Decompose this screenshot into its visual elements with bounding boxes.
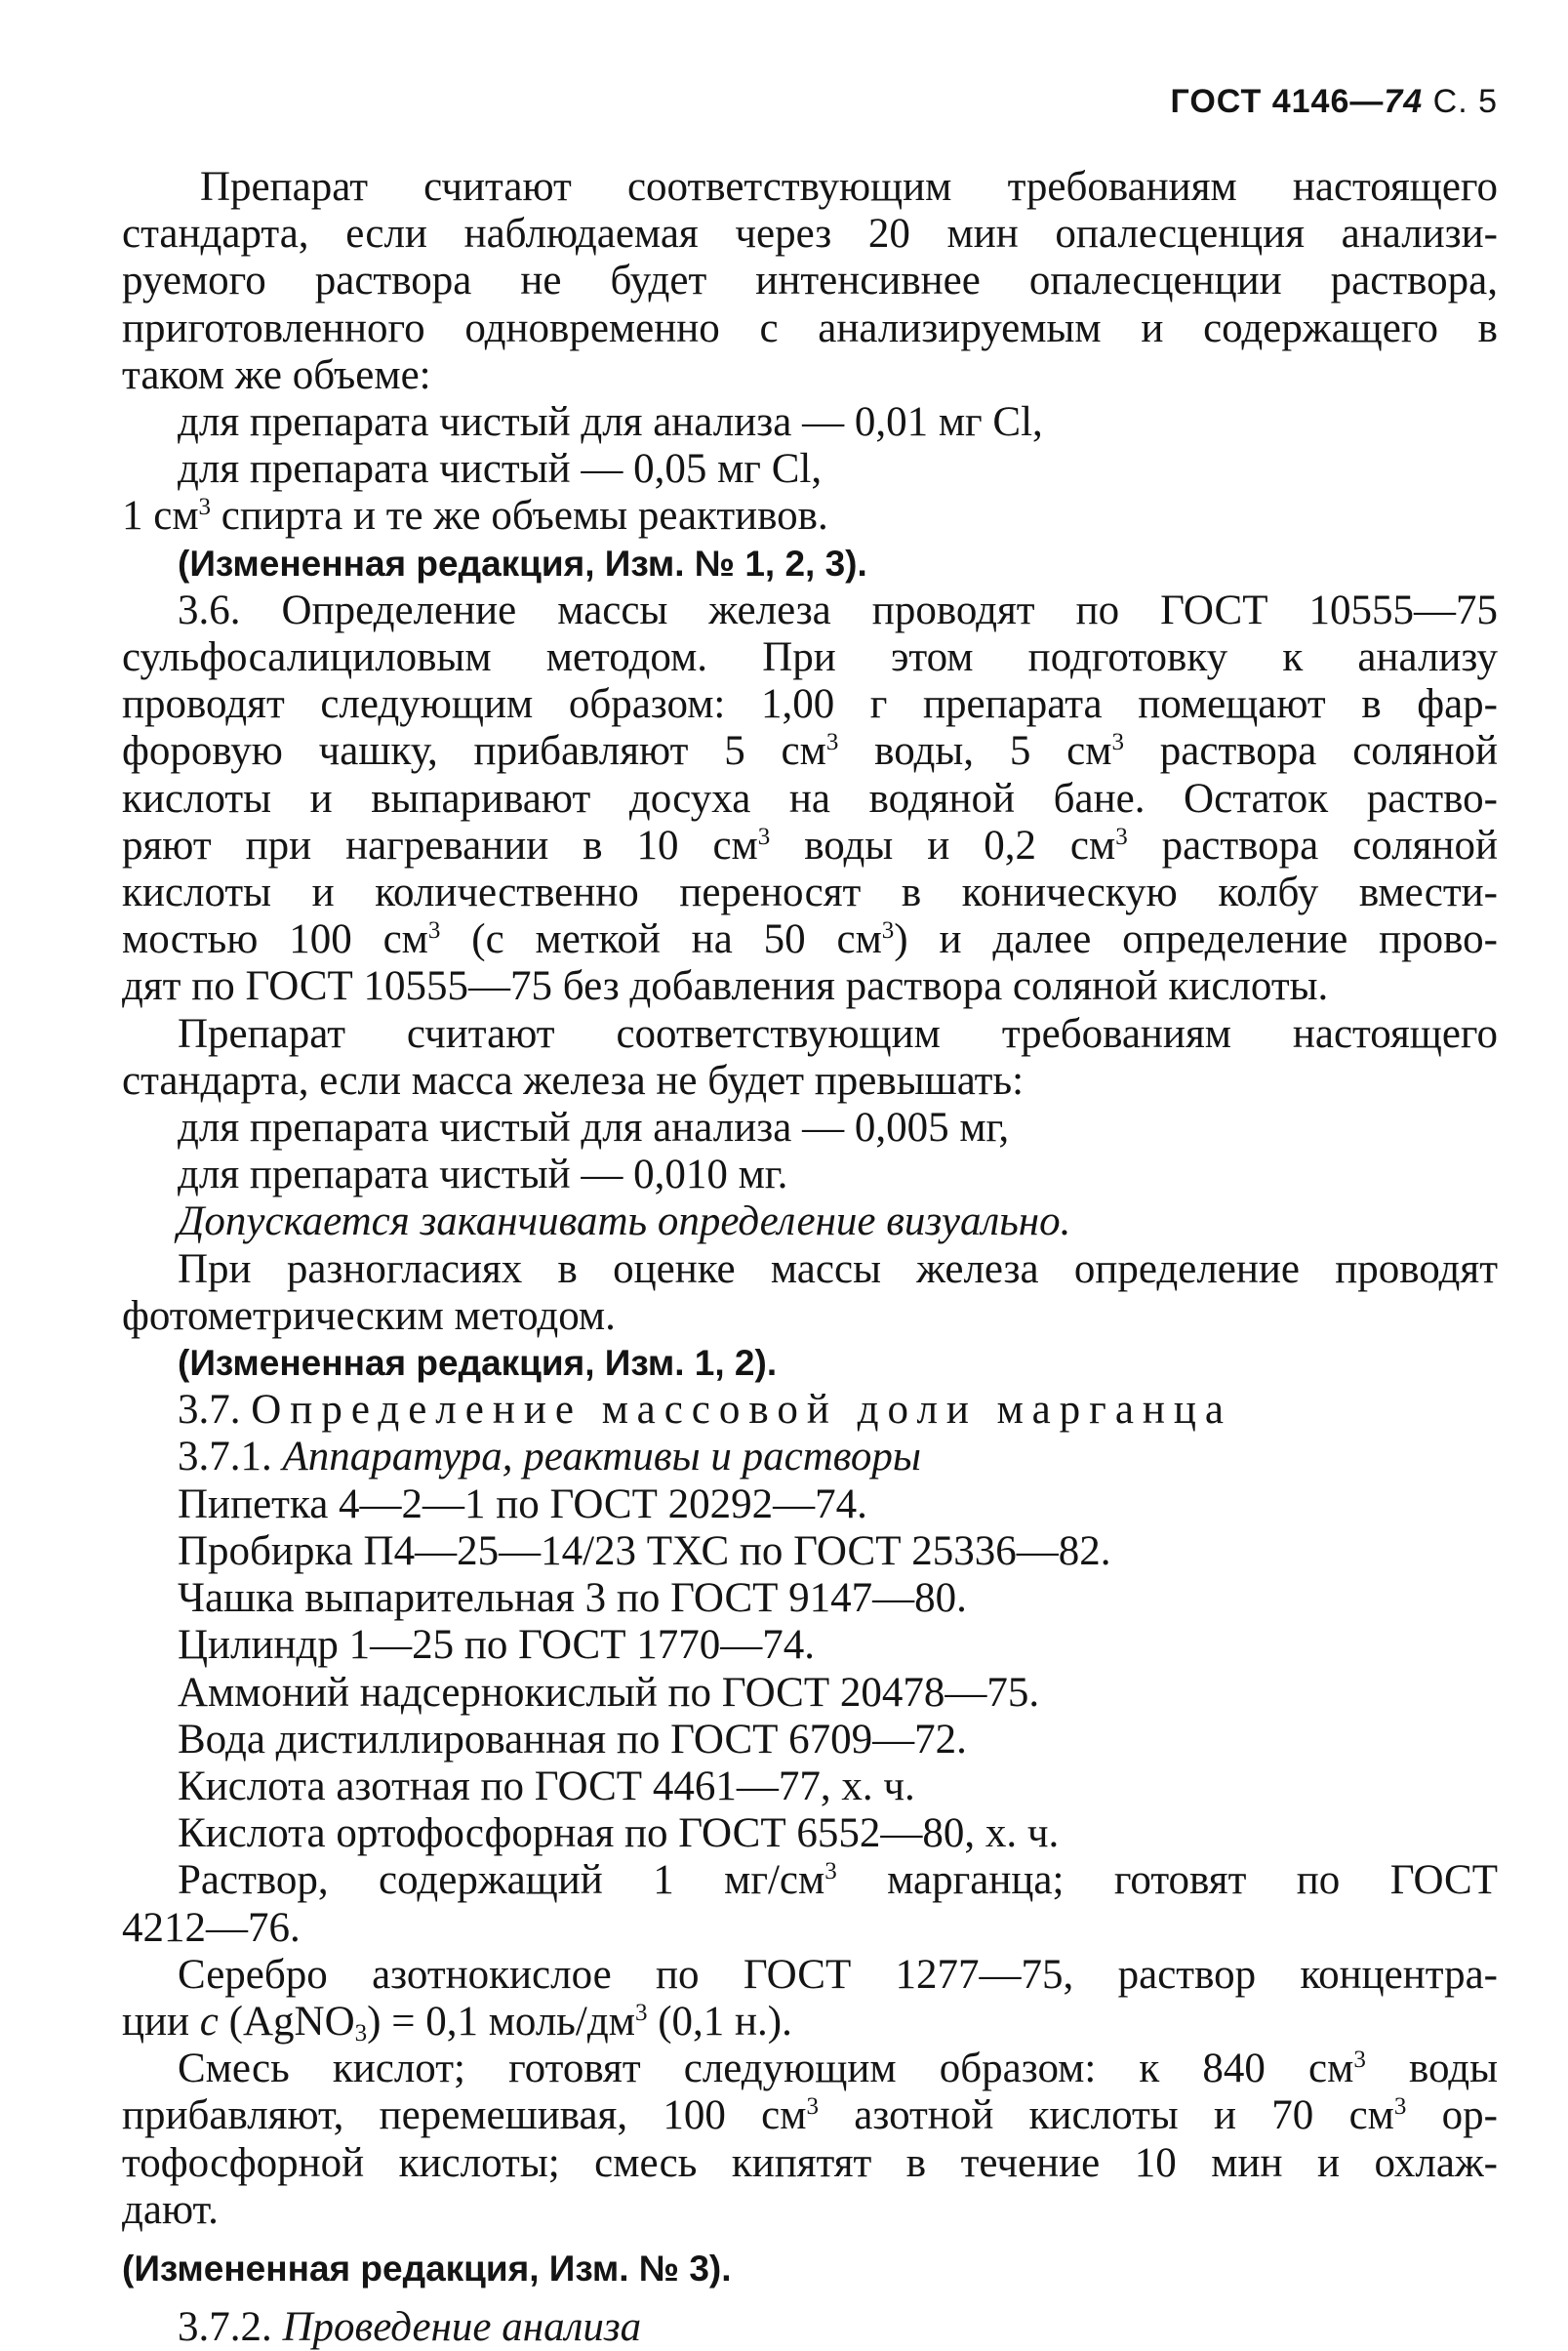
document-body xyxy=(122,164,1498,2351)
superscript: 3 xyxy=(825,729,839,756)
text-line xyxy=(122,2046,1498,2092)
list-item: для препарата чистый — 0,010 мг. xyxy=(178,1152,788,1198)
text-segment: Раствор, содержащий 1 мг/см xyxy=(178,1857,825,1904)
text-line xyxy=(122,823,1498,870)
section-title: Аппаратура, реактивы и растворы xyxy=(282,1434,922,1480)
text-line xyxy=(122,1905,1498,1952)
superscript: 3 xyxy=(757,823,771,850)
text-line: фотометрическим методом. xyxy=(122,1292,616,1339)
header-dash: — xyxy=(1349,83,1385,120)
list-item: Аммоний надсернокислый по ГОСТ 20478—75. xyxy=(178,1669,1040,1716)
text-line xyxy=(122,728,1498,775)
text-segment: воды и 0,2 см xyxy=(770,822,1116,869)
text-line xyxy=(122,1857,1498,1904)
list-item: для препарата чистый — 0,05 мг Cl, xyxy=(178,446,823,493)
text-line: руемого раствора не будет интенсивнее опалесценции раствора, xyxy=(122,258,1498,304)
superscript: 3 xyxy=(1115,823,1128,850)
text-line: При разногласиях в оценке массы железа определение проводят xyxy=(178,1245,1498,1292)
revision-note: (Измененная редакция, Изм. № 1, 2, 3). xyxy=(178,543,867,584)
superscript: 3 xyxy=(198,494,212,521)
text-line xyxy=(122,1999,1498,2046)
page-header xyxy=(1171,78,1498,125)
standard-code: ГОСТ 4146 xyxy=(1170,83,1350,120)
section-number: 3.7. xyxy=(178,1387,241,1434)
text-line xyxy=(122,916,1498,963)
list-item: Вода дистиллированная по ГОСТ 6709—72. xyxy=(178,1716,967,1763)
page-number: С. 5 xyxy=(1432,83,1498,120)
text-line xyxy=(122,634,1498,681)
text-segment: ции xyxy=(122,1998,200,2045)
text-segment: прибавляют, перемешивая, 100 см xyxy=(122,2092,807,2139)
text-segment: раствора соляной xyxy=(1127,822,1498,869)
text-segment: сульфосалициловым методом. При этом подготовку к анализу xyxy=(122,634,1498,681)
text-segment: мостью 100 см xyxy=(122,916,428,963)
text-segment: (0,1 н.). xyxy=(647,1998,792,2045)
section-number: 3.7.2. xyxy=(178,2304,272,2351)
text-segment: кислоты и количественно переносят в коническую колбу вмести- xyxy=(122,870,1498,916)
revision-note: (Измененная редакция, Изм. 1, 2). xyxy=(178,1343,778,1384)
section-title: Проведение анализа xyxy=(282,2304,642,2351)
text-segment: (AgNO xyxy=(218,1998,355,2045)
text-line xyxy=(122,776,1498,823)
list-item: для препарата чистый для анализа — 0,01 мг Cl, xyxy=(178,399,1043,446)
text-line xyxy=(122,2187,1498,2234)
text-segment: (с меткой на 50 см xyxy=(440,916,882,963)
text-segment: ор- xyxy=(1406,2092,1499,2139)
text-segment: проводят следующим образом: 1,00 г препарата помещают в фар- xyxy=(122,681,1498,728)
paragraph-opalescence xyxy=(122,164,1498,588)
standard-year: 74 xyxy=(1384,83,1424,120)
list-item: Пробирка П4—25—14/23 ТХС по ГОСТ 25336—82. xyxy=(178,1527,1111,1574)
superscript: 3 xyxy=(1353,2047,1366,2074)
list-item: Кислота азотная по ГОСТ 4461—77, х. ч. xyxy=(178,1763,915,1809)
text-line: стандарта, если масса железа не будет превышать: xyxy=(122,1057,1025,1104)
text-segment: ряют при нагревании в 10 см xyxy=(122,822,758,869)
text-line xyxy=(122,493,1498,540)
text-line xyxy=(122,963,1498,1010)
text-segment: 4212—76. xyxy=(122,1904,301,1951)
text-segment: тофосфорной кислоты; смесь кипятят в течение 10 мин и охлаж- xyxy=(122,2139,1498,2186)
text-segment: воды, 5 см xyxy=(838,728,1112,775)
text-line xyxy=(122,681,1498,728)
superscript: 3 xyxy=(1393,2093,1407,2121)
visual-determination-note: Допускается заканчивать определение визуально. xyxy=(178,1198,1071,1245)
text-segment: дят по ГОСТ 10555—75 без добавления раствора соляной кислоты. xyxy=(122,963,1329,1010)
text-line: таком же объеме: xyxy=(122,351,431,398)
apparatus-list xyxy=(122,1481,1498,1858)
text-segment: раствора соляной xyxy=(1123,728,1498,775)
superscript: 3 xyxy=(824,1858,837,1885)
text-segment: 1 см xyxy=(122,493,199,540)
text-segment: воды xyxy=(1365,2046,1498,2092)
text-segment: дают. xyxy=(122,2186,219,2233)
manganese-solution xyxy=(122,1857,1498,1951)
text-line xyxy=(122,1952,1498,1999)
superscript: 3 xyxy=(881,917,895,945)
text-segment: Смесь кислот; готовят следующим образом: к 840 см xyxy=(178,2046,1354,2092)
text-segment: ) и далее определение прово- xyxy=(894,916,1498,963)
text-segment: 3.6. Определение массы железа проводят по ГОСТ 10555—75 xyxy=(178,587,1498,633)
text-segment: кислоты и выпаривают досуха на водяной бане. Остаток раство- xyxy=(122,775,1498,822)
silver-nitrate-solution xyxy=(122,1952,1498,2046)
superscript: 3 xyxy=(806,2093,819,2121)
section-3-6 xyxy=(122,588,1498,1011)
text-line xyxy=(122,2140,1498,2187)
acid-mixture xyxy=(122,2046,1498,2234)
list-item: Пипетка 4—2—1 по ГОСТ 20292—74. xyxy=(178,1480,867,1527)
section-3-7-2-heading xyxy=(122,2304,1498,2351)
section-3-7-heading xyxy=(122,1387,1498,1434)
text-segment: Серебро азотнокислое по ГОСТ 1277—75, раствор концентра- xyxy=(178,1951,1498,1998)
text-line xyxy=(122,870,1498,916)
superscript: 3 xyxy=(1111,729,1124,756)
text-line xyxy=(122,588,1498,634)
section-3-7-1-heading xyxy=(122,1434,1498,1480)
text-segment: ) = 0,1 моль/дм xyxy=(367,1998,635,2045)
text-line: стандарта, если наблюдаемая через 20 мин опалесценция анализи- xyxy=(122,211,1498,258)
superscript: 3 xyxy=(427,917,441,945)
superscript: 3 xyxy=(634,1999,648,2026)
list-item: Чашка выпарительная 3 по ГОСТ 9147—80. xyxy=(178,1575,967,1622)
list-item: Кислота ортофосфорная по ГОСТ 6552—80, х. ч. xyxy=(178,1810,1060,1857)
text-segment: форовую чашку, прибавляют 5 см xyxy=(122,728,826,775)
text-line: Препарат считают соответствующим требованиям настоящего xyxy=(178,1010,1498,1057)
text-line: Препарат считают соответствующим требованиям настоящего xyxy=(200,164,1498,210)
list-item: для препарата чистый для анализа — 0,005 мг, xyxy=(178,1105,1010,1152)
section-number: 3.7.1. xyxy=(178,1434,272,1480)
paragraph-iron-requirement xyxy=(122,1011,1498,1388)
text-segment: спирта и те же объемы реактивов. xyxy=(211,493,828,540)
text-segment: азотной кислоты и 70 см xyxy=(818,2092,1394,2139)
text-line: приготовленного одновременно с анализируемым и содержащего в xyxy=(122,304,1498,351)
section-title: Определение массовой доли марганца xyxy=(251,1387,1233,1434)
subscript: 3 xyxy=(354,2019,368,2047)
text-line xyxy=(122,2092,1498,2139)
text-segment: марганца; готовят по ГОСТ xyxy=(836,1857,1499,1904)
list-item: Цилиндр 1—25 по ГОСТ 1770—74. xyxy=(178,1622,815,1669)
italic-symbol: с xyxy=(199,1998,219,2045)
revision-note: (Измененная редакция, Изм. № 3). xyxy=(122,2248,732,2289)
